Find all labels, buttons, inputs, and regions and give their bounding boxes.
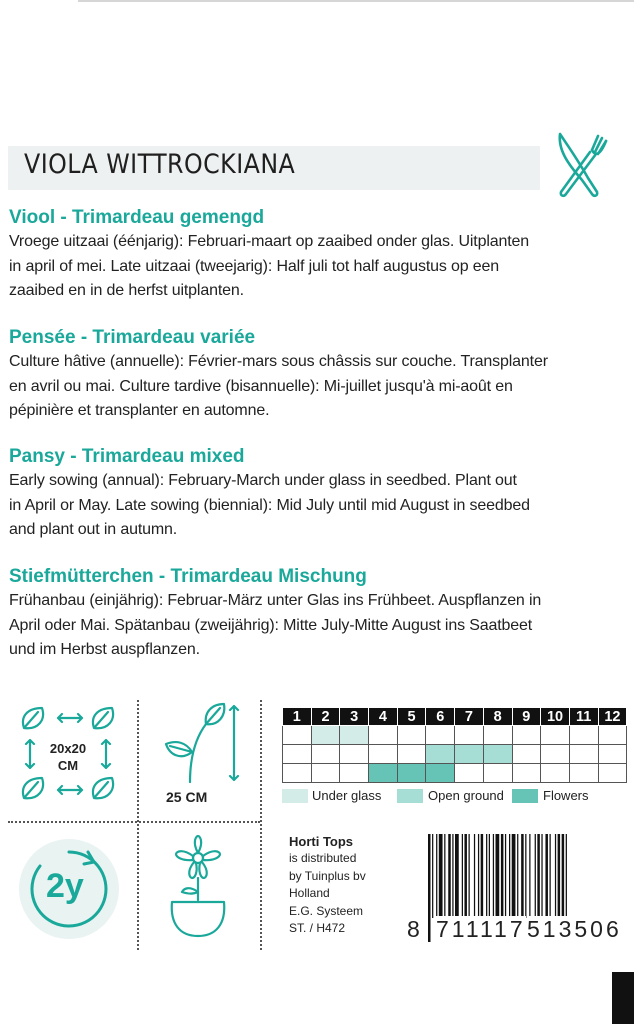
height-value: 25 CM <box>166 789 208 805</box>
distributor-info <box>289 833 366 937</box>
cutlery-icon <box>552 130 610 200</box>
section-heading: Pansy - Trimardeau mixed <box>9 446 245 467</box>
barcode-bar <box>562 834 565 918</box>
section-line: Early sowing (annual): February-March under glass in seedbed. Plant out <box>9 472 517 489</box>
calendar-cell <box>426 726 455 745</box>
calendar-cell <box>340 745 369 764</box>
calendar-cell <box>397 745 426 764</box>
barcode-bar <box>505 834 506 918</box>
distributor-line: Holland <box>289 886 330 901</box>
section-line: Vroege uitzaai (éénjarig): Februari-maart op zaaibed onder glas. Uitplanten <box>9 233 530 250</box>
section-line: April oder Mai. Spätanbau (zweijährig): Mitte July-Mitte August ins Saatbeet <box>9 616 533 634</box>
leaf-icon <box>23 708 43 728</box>
barcode-bar <box>452 834 453 918</box>
section-line: en avril ou mai. Culture tardive (bisannuelle): Mi-juillet jusqu'à mi-août en <box>9 377 513 395</box>
barcode-bar <box>509 834 510 918</box>
divider-vertical <box>137 700 139 950</box>
corner-bar <box>612 972 634 1024</box>
calendar-cell <box>512 745 541 764</box>
barcode-bar <box>444 834 445 918</box>
barcode-bar <box>481 834 484 918</box>
calendar-cell <box>283 745 312 764</box>
calendar-month-label: 4 <box>369 708 398 726</box>
barcode-bar <box>469 834 470 918</box>
barcode-bar <box>462 834 463 918</box>
calendar-row-under-glass <box>283 726 627 745</box>
calendar-cell <box>598 745 627 764</box>
leaf-icon <box>93 778 113 798</box>
section-heading: Pensée - Trimardeau variée <box>9 327 256 348</box>
leaf-icon <box>93 708 113 728</box>
calendar-cell <box>311 726 340 745</box>
barcode-bar <box>512 834 516 918</box>
legend-swatch-under-glass <box>282 789 308 803</box>
calendar-month-label: 2 <box>311 708 340 726</box>
barcode-digit-first: 8 <box>407 916 420 942</box>
calendar-row-open-ground <box>283 745 627 764</box>
calendar-cell <box>483 745 512 764</box>
calendar-cell <box>569 726 598 745</box>
barcode-bar <box>558 834 561 918</box>
calendar-month-label: 5 <box>397 708 426 726</box>
barcode-bar <box>550 834 551 918</box>
calendar-cell <box>369 745 398 764</box>
calendar-cell <box>512 764 541 783</box>
barcode-bar <box>521 834 524 918</box>
calendar-cell <box>283 764 312 783</box>
calendar-cell <box>569 764 598 783</box>
arrow-icon <box>102 740 110 768</box>
calendar-cell <box>455 764 484 783</box>
section-line: in april of mei. Late uitzaai (tweejarig): Half juli tot half augustus op een <box>9 257 500 275</box>
barcode-bar <box>517 834 518 918</box>
calendar-cell <box>311 745 340 764</box>
calendar-month-label: 12 <box>598 708 627 726</box>
calendar-cell <box>311 764 340 783</box>
section-line: and plant out in autumn. <box>9 521 178 538</box>
calendar-cell <box>541 745 570 764</box>
barcode-bar <box>464 834 467 918</box>
calendar-cell <box>283 726 312 745</box>
barcode-bar <box>432 834 433 918</box>
barcode-bar <box>525 834 526 918</box>
barcode-bar <box>489 834 490 918</box>
barcode-bar <box>428 834 431 942</box>
barcode-bar <box>541 834 542 918</box>
distributor-line: ST. / H472 <box>289 921 346 936</box>
flower-pot-icon <box>160 832 242 944</box>
barcode-bar <box>555 834 556 918</box>
distributor-line: E.G. Systeem <box>289 903 364 918</box>
lifecycle-value: 2y <box>46 867 84 905</box>
barcode-bar <box>455 834 459 918</box>
legend-open-ground: Open ground <box>428 788 504 803</box>
calendar-cell <box>512 726 541 745</box>
plant-icon <box>150 700 250 790</box>
calendar-cell <box>598 764 627 783</box>
section-heading: Stiefmütterchen - Trimardeau Mischung <box>9 566 367 587</box>
section-line: in April or May. Late sowing (biennial): Mid July until mid August in seedbed <box>9 496 530 514</box>
calendar-month-label: 7 <box>455 708 484 726</box>
calendar-cell <box>541 764 570 783</box>
distributor-line: is distributed <box>289 851 357 866</box>
arrow-icon <box>58 786 82 794</box>
calendar-cell <box>340 726 369 745</box>
legend-swatch-open-ground <box>397 789 423 803</box>
calendar-month-label: 10 <box>541 708 570 726</box>
divider-vertical <box>260 700 262 950</box>
calendar-cell <box>483 764 512 783</box>
distributor-line: by Tuinplus bv <box>289 868 366 883</box>
section-dutch <box>9 206 634 304</box>
calendar-cell <box>455 745 484 764</box>
calendar-cell <box>541 726 570 745</box>
barcode-bar <box>535 834 536 918</box>
legend-flowers: Flowers <box>543 788 589 803</box>
calendar-cell <box>569 745 598 764</box>
barcode-bar <box>493 834 494 918</box>
calendar-month-label: 6 <box>426 708 455 726</box>
barcode-digits-left: 711117 <box>436 916 526 942</box>
arrow-icon <box>230 706 238 780</box>
sowing-calendar <box>282 707 627 783</box>
calendar-cell <box>455 726 484 745</box>
section-german <box>9 565 634 663</box>
barcode-bar <box>537 834 540 918</box>
calendar-month-label: 9 <box>512 708 541 726</box>
top-rule <box>78 0 634 2</box>
calendar-cell <box>426 745 455 764</box>
calendar-month-label: 11 <box>569 708 598 726</box>
calendar-cell <box>397 726 426 745</box>
section-line: Frühanbau (einjährig): Februar-März unter Glas ins Frühbeet. Auspflanzen in <box>9 592 542 609</box>
calendar-month-label: 1 <box>283 708 312 726</box>
barcode-bar <box>439 834 443 918</box>
calendar-cell <box>426 764 455 783</box>
spacing-value: 20x20 <box>49 741 87 756</box>
section-line: Culture hâtive (annuelle): Février-mars sous châssis sur couche. Transplanter <box>9 353 548 370</box>
barcode-bar <box>545 834 548 918</box>
section-french <box>9 326 634 424</box>
arrow-icon <box>26 740 34 768</box>
species-title: VIOLA WITTROCKIANA <box>24 149 296 180</box>
barcode-bar <box>474 834 475 918</box>
barcode-bar <box>501 834 504 918</box>
leaf-icon <box>23 778 43 798</box>
calendar-cell <box>369 726 398 745</box>
calendar-cell <box>369 764 398 783</box>
calendar-cell <box>397 764 426 783</box>
arrow-icon <box>58 714 82 722</box>
calendar-month-label: 8 <box>483 708 512 726</box>
legend-under-glass: Under glass <box>312 788 382 803</box>
section-line: zaaibed en in de herfst uitplanten. <box>9 282 244 299</box>
legend-swatch-flowers <box>512 789 538 803</box>
section-heading: Viool - Trimardeau gemengd <box>9 207 265 228</box>
barcode-bar <box>529 834 530 918</box>
spacing-unit: CM <box>57 758 79 773</box>
calendar-month-label: 3 <box>340 708 369 726</box>
calendar-cell <box>483 726 512 745</box>
calendar-cell <box>340 764 369 783</box>
barcode-bar <box>436 834 437 918</box>
calendar-cell <box>598 726 627 745</box>
section-line: pépinière et transplanter en automne. <box>9 402 270 419</box>
section-english <box>9 445 634 543</box>
divider-horizontal <box>8 821 260 823</box>
brand-name: Horti Tops <box>289 834 354 849</box>
barcode-bar <box>486 834 487 918</box>
barcode-digits-right: 513506 <box>527 916 622 942</box>
calendar-month-header <box>283 708 627 726</box>
calendar-row-flowers <box>283 764 627 783</box>
barcode-bar <box>448 834 451 918</box>
section-line: und im Herbst auspflanzen. <box>9 641 200 658</box>
barcode-bar <box>478 834 479 918</box>
